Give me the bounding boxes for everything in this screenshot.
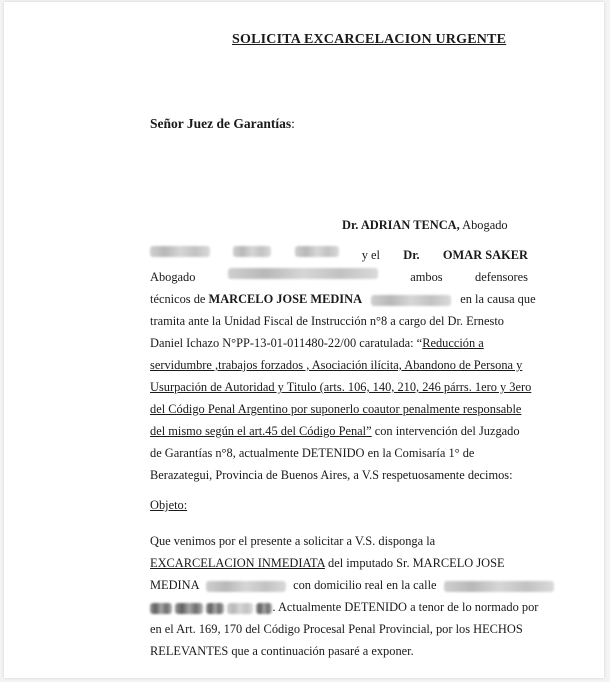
objeto-line-1: Que venimos por el presente a solicitar a V.S. disponga la xyxy=(150,534,436,548)
body-line-1 xyxy=(150,246,528,264)
body-line-6: servidumbre ,trabajos forzados , Asociación ilícita, Abandono de Persona y xyxy=(150,358,523,372)
body-text: . Actualmente DETENIDO a tenor de lo normado por xyxy=(272,600,539,614)
redacted-block xyxy=(206,581,286,592)
body-text: con intervención del Juzgado xyxy=(371,424,520,438)
addressee xyxy=(150,116,295,132)
body-text: Reducción a xyxy=(422,336,484,350)
body-line-9 xyxy=(150,422,520,440)
body-line-10: de Garantías n°8, actualmente DETENIDO en la Comisaría 1° de xyxy=(150,446,475,460)
redacted-block xyxy=(175,603,203,614)
body-text: técnicos de xyxy=(150,292,206,306)
objeto-line-3 xyxy=(150,576,554,594)
body-text: del mismo según el art.45 del Código Penal” xyxy=(150,424,372,438)
body-text: Abogado xyxy=(150,270,196,284)
body-line-5 xyxy=(150,334,484,352)
redacted-block xyxy=(150,246,210,257)
body-text: Dr. xyxy=(403,248,420,262)
body-line-7: Usurpación de Autoridad y Titulo (arts. 106, 140, 210, 246 párrs. 1ero y 3ero xyxy=(150,380,532,394)
redacted-block xyxy=(256,603,272,614)
addressee-text: Señor Juez de Garantías xyxy=(150,116,292,131)
body-text: con domicilio real en la calle xyxy=(293,578,437,592)
body-line-11: Berazategui, Provincia de Buenos Aires, a V.S respetuosamente decimos: xyxy=(150,468,513,482)
redacted-block xyxy=(227,603,253,614)
section-heading-objeto: Objeto: xyxy=(150,498,188,512)
objeto-line-6: RELEVANTES que a continuación pasaré a exponer. xyxy=(150,644,414,658)
body-text: OMAR SAKER xyxy=(442,248,528,262)
body-line-4: tramita ante la Unidad Fiscal de Instrucción n°8 a cargo del Dr. Ernesto xyxy=(150,314,504,328)
redacted-block xyxy=(150,603,172,614)
signature-role: Abogado xyxy=(462,218,508,232)
objeto-line-4 xyxy=(150,598,538,616)
document-title: SOLICITA EXCARCELACION URGENTE xyxy=(232,32,507,47)
redacted-block xyxy=(228,268,378,279)
signature-line xyxy=(342,216,508,234)
body-text: del imputado Sr. MARCELO JOSE xyxy=(328,556,505,570)
body-line-8: del Código Penal Argentino por suponerlo coautor penalmente responsable xyxy=(150,402,522,416)
objeto-line-5: en el Art. 169, 170 del Código Procesal Penal Provincial, por los HECHOS xyxy=(150,622,523,636)
redacted-block xyxy=(295,246,339,257)
body-text: defensores xyxy=(475,270,528,284)
body-text: en la causa que xyxy=(460,292,536,306)
body-text: Daniel Ichazo N°PP-13-01-011480-22/00 caratulada: “ xyxy=(150,336,423,350)
body-text: EXCARCELACION INMEDIATA xyxy=(150,556,325,570)
body-line-2 xyxy=(150,268,528,286)
redacted-block xyxy=(371,295,451,306)
redacted-block xyxy=(206,603,224,614)
body-text: ambos xyxy=(410,270,443,284)
objeto-line-2 xyxy=(150,554,505,572)
body-line-3 xyxy=(150,290,536,308)
redacted-block xyxy=(444,581,554,592)
body-text: y el xyxy=(361,248,380,262)
defendant-name: MARCELO JOSE MEDINA xyxy=(208,292,363,306)
body-text: MEDINA xyxy=(150,578,199,592)
addressee-colon: : xyxy=(291,116,295,131)
document-page xyxy=(4,2,604,678)
redacted-block xyxy=(233,246,271,257)
signature-name: Dr. ADRIAN TENCA, xyxy=(342,218,460,232)
